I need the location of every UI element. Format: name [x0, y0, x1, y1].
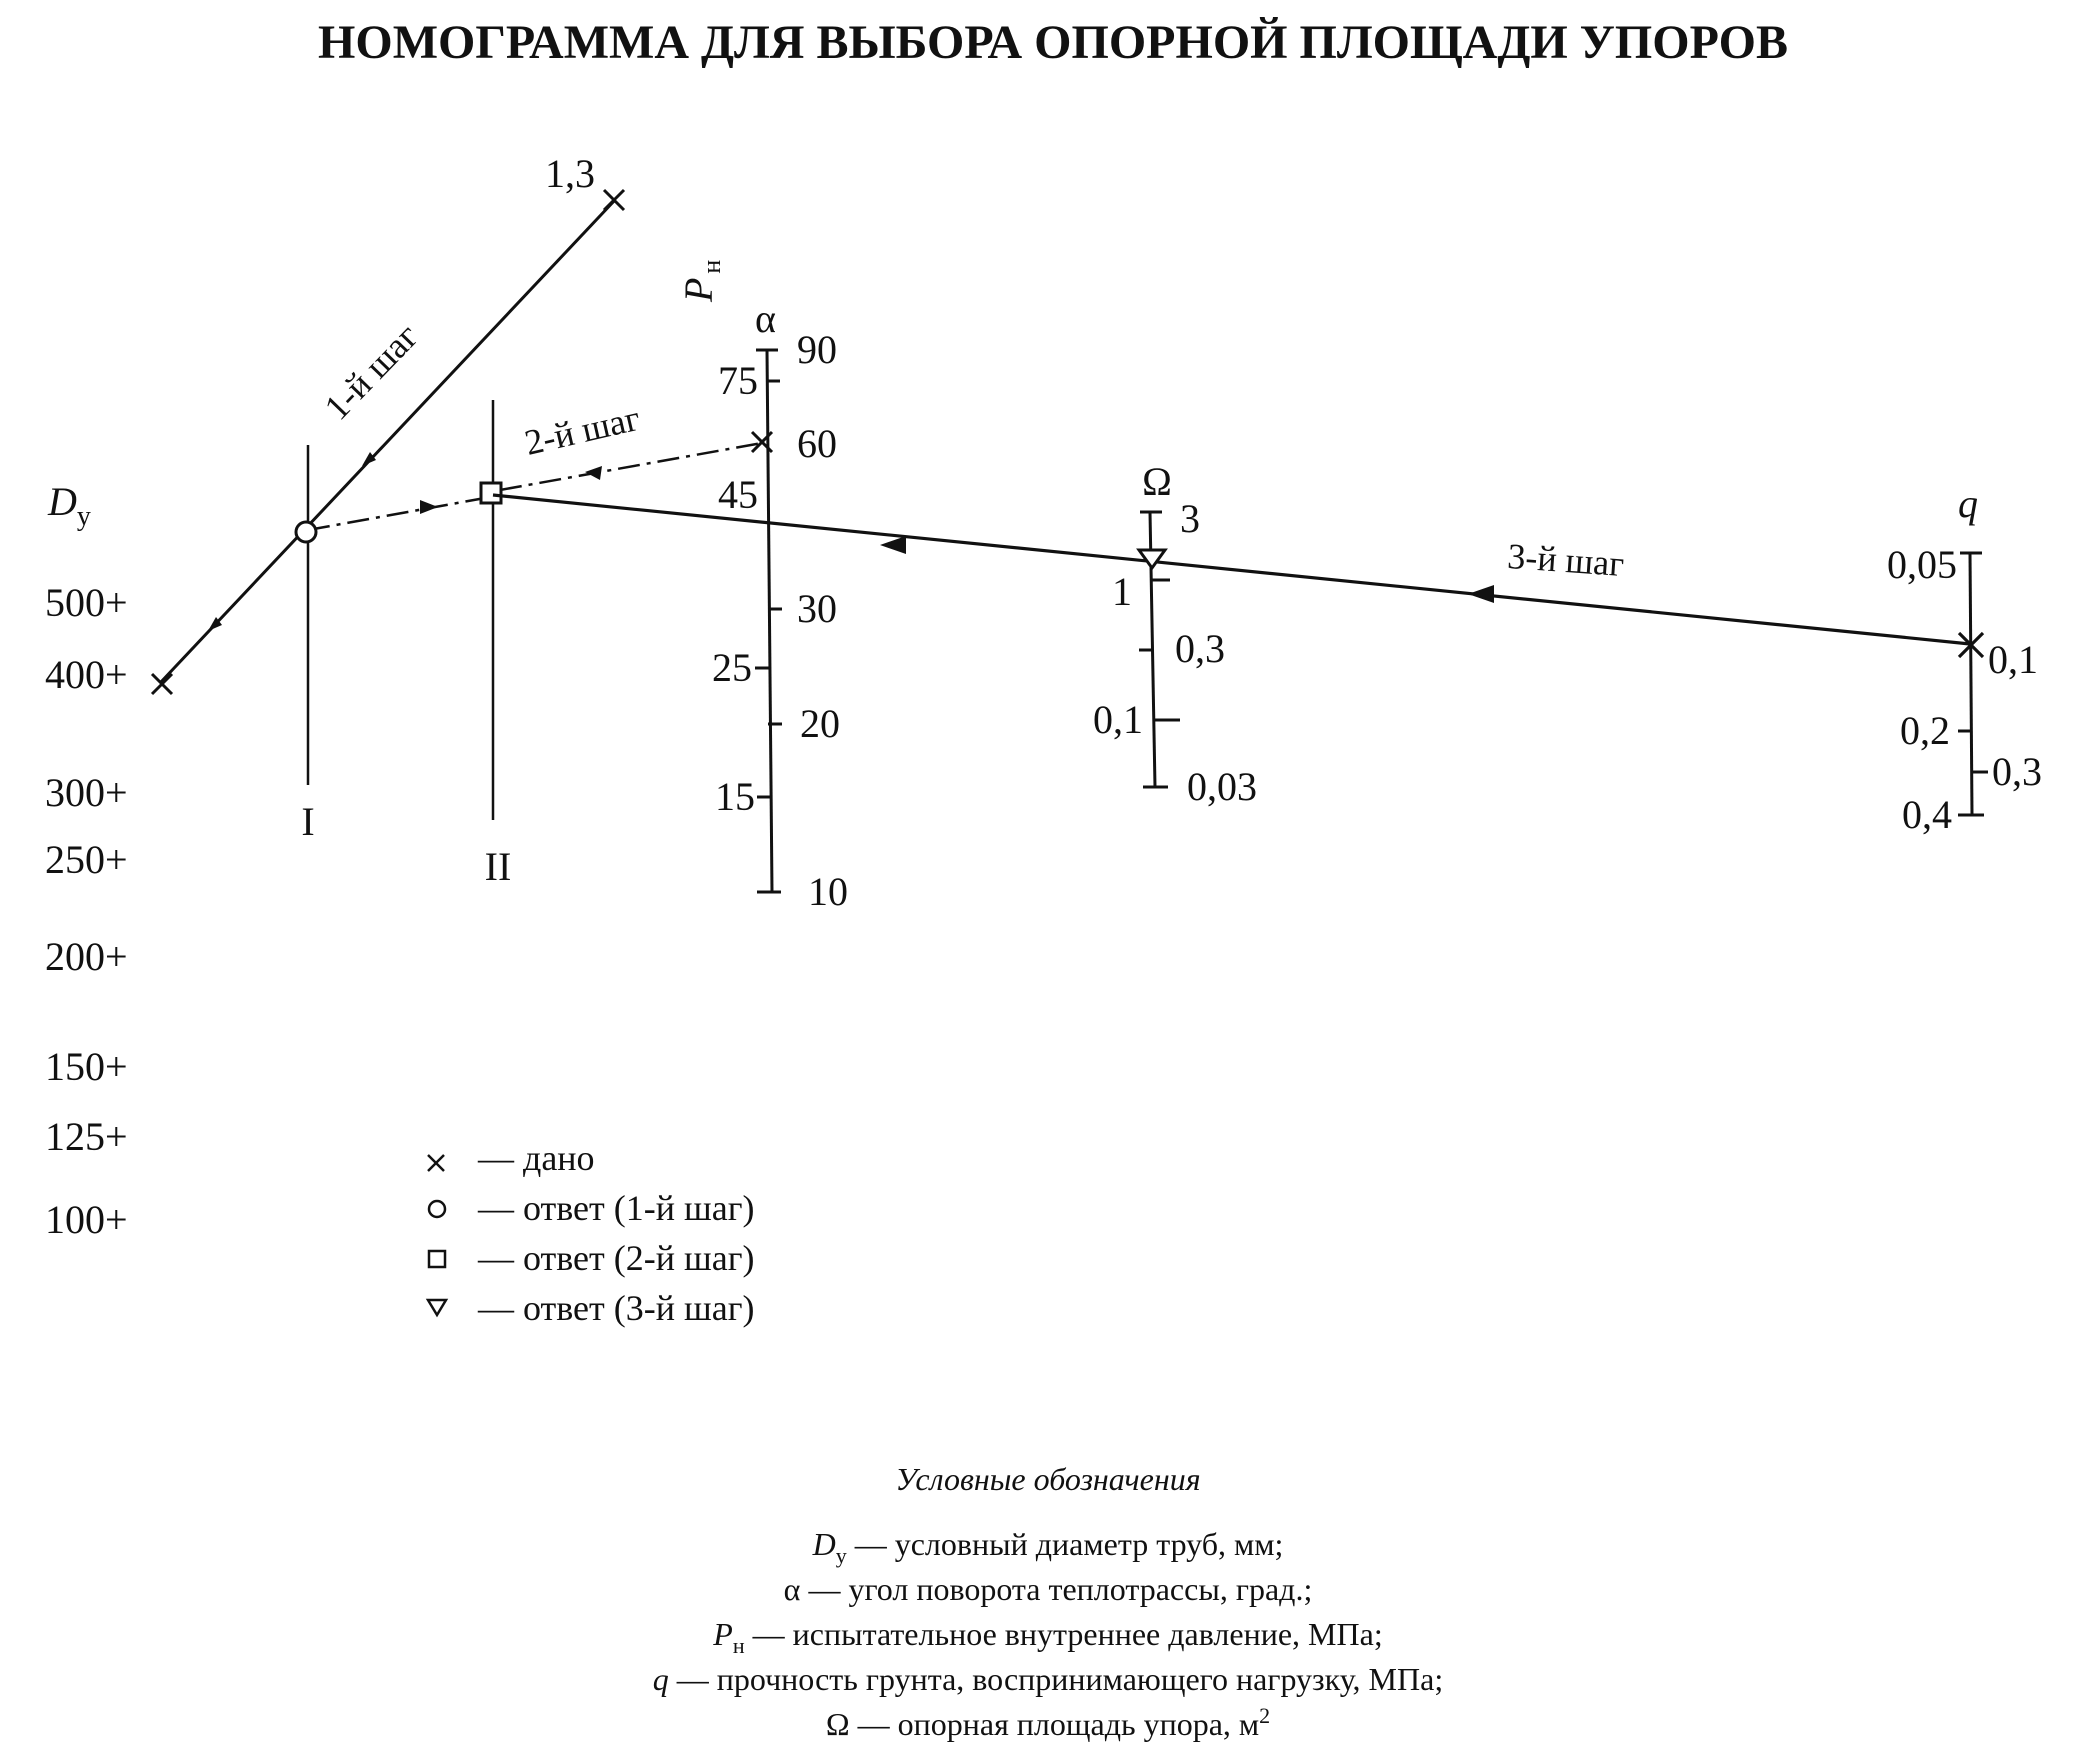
dy-tick-125: 125+	[45, 1114, 128, 1159]
legend-item-given	[428, 1138, 595, 1178]
step-3-line	[493, 495, 1970, 644]
dy-tick-300: 300+	[45, 770, 128, 815]
omega-tick-0-1: 0,1	[1093, 697, 1143, 742]
q-tick-0-2: 0,2	[1900, 708, 1950, 753]
step-3-arrow-right	[1468, 585, 1494, 603]
given-marker-dy	[152, 674, 172, 694]
omega-tick-0-03: 0,03	[1187, 764, 1257, 809]
answer-step-2-marker	[481, 483, 501, 503]
q-tick-0-1: 0,1	[1988, 637, 2038, 682]
q-tick-0-3: 0,3	[1992, 749, 2042, 794]
dy-tick-100: 100+	[45, 1197, 128, 1242]
notation-line-q: q — прочность грунта, воспринимающего нагрузку, МПа;	[652, 1661, 1444, 1697]
alpha-tick-15: 15	[715, 774, 755, 819]
dy-tick-250: 250+	[45, 837, 128, 882]
omega-tick-0-3: 0,3	[1175, 626, 1225, 671]
step-2-arrow-upper	[585, 466, 602, 480]
legend-text-answer-3: — ответ (3-й шаг)	[478, 1288, 755, 1328]
legend-text-given: — дано	[478, 1138, 595, 1178]
alpha-tick-60: 60	[797, 421, 837, 466]
notation-line-pn: $P_н$ — испытательное внутреннее давление, МПа;	[713, 1616, 1383, 1658]
dy-tick-500: 500+	[45, 580, 128, 625]
dy-tick-400: 400+	[45, 652, 128, 697]
aux-axis-i-label: I	[301, 799, 315, 844]
omega-tick-3: 3	[1180, 496, 1200, 541]
alpha-tick-10: 10	[808, 869, 848, 914]
legend-item-answer-3	[428, 1288, 754, 1328]
step-2-line	[308, 398, 762, 530]
alpha-tick-75: 75	[718, 358, 758, 403]
step-2-arrow-lower	[420, 500, 438, 514]
omega-tick-1: 1	[1112, 569, 1132, 614]
alpha-tick-45: 45	[718, 472, 758, 517]
alpha-axis-symbol: α	[755, 296, 776, 341]
notation-line-dy: $D_у$ — условный диаметр труб, мм;	[812, 1526, 1284, 1568]
omega-scale	[1093, 459, 1257, 809]
step-1-label: 1-й шаг	[316, 315, 427, 428]
pn-top-value: 1,3	[545, 151, 595, 196]
notation	[653, 1461, 1443, 1742]
alpha-scale	[676, 260, 848, 914]
dy-tick-150: 150+	[45, 1044, 128, 1089]
notation-heading: Условные обозначения	[895, 1461, 1201, 1497]
aux-axis-i	[301, 445, 314, 844]
q-axis-symbol: q	[1958, 481, 1978, 526]
alpha-tick-20: 20	[800, 701, 840, 746]
q-tick-0-05: 0,05	[1887, 542, 1957, 587]
alpha-tick-30: 30	[797, 586, 837, 631]
notation-line-alpha: α — угол поворота теплотрассы, град.;	[783, 1571, 1313, 1607]
q-tick-0-4: 0,4	[1902, 792, 1952, 837]
aux-axis-ii	[485, 400, 512, 889]
legend-text-answer-2: — ответ (2-й шаг)	[478, 1238, 755, 1278]
given-marker-pn	[604, 190, 624, 210]
alpha-tick-25: 25	[712, 645, 752, 690]
legend-item-answer-2	[429, 1238, 754, 1278]
answer-step-1-marker	[296, 522, 316, 542]
pn-axis-symbol: $P_н$	[676, 259, 726, 302]
aux-axis-ii-label: II	[484, 844, 512, 889]
legend	[428, 1138, 754, 1328]
alpha-tick-90: 90	[797, 327, 837, 372]
omega-axis-symbol: Ω	[1142, 459, 1172, 504]
dy-tick-200: 200+	[45, 934, 128, 979]
q-scale	[1887, 481, 2042, 837]
dy-axis-symbol: $D_у$	[48, 479, 91, 532]
step-3-arrow-left	[880, 536, 906, 554]
dy-scale	[45, 479, 128, 1242]
step-3-label: 3-й шаг	[1506, 536, 1626, 585]
legend-text-answer-1: — ответ (1-й шаг)	[478, 1188, 755, 1228]
notation-line-omega: Ω — опорная площадь упора, $м^2$	[825, 1703, 1271, 1742]
page-title: НОМОГРАММА ДЛЯ ВЫБОРА ОПОРНОЙ ПЛОЩАДИ УПОРОВ	[318, 16, 1788, 69]
step-2-label: 2-й шаг	[520, 397, 644, 463]
legend-item-answer-1	[429, 1188, 754, 1228]
